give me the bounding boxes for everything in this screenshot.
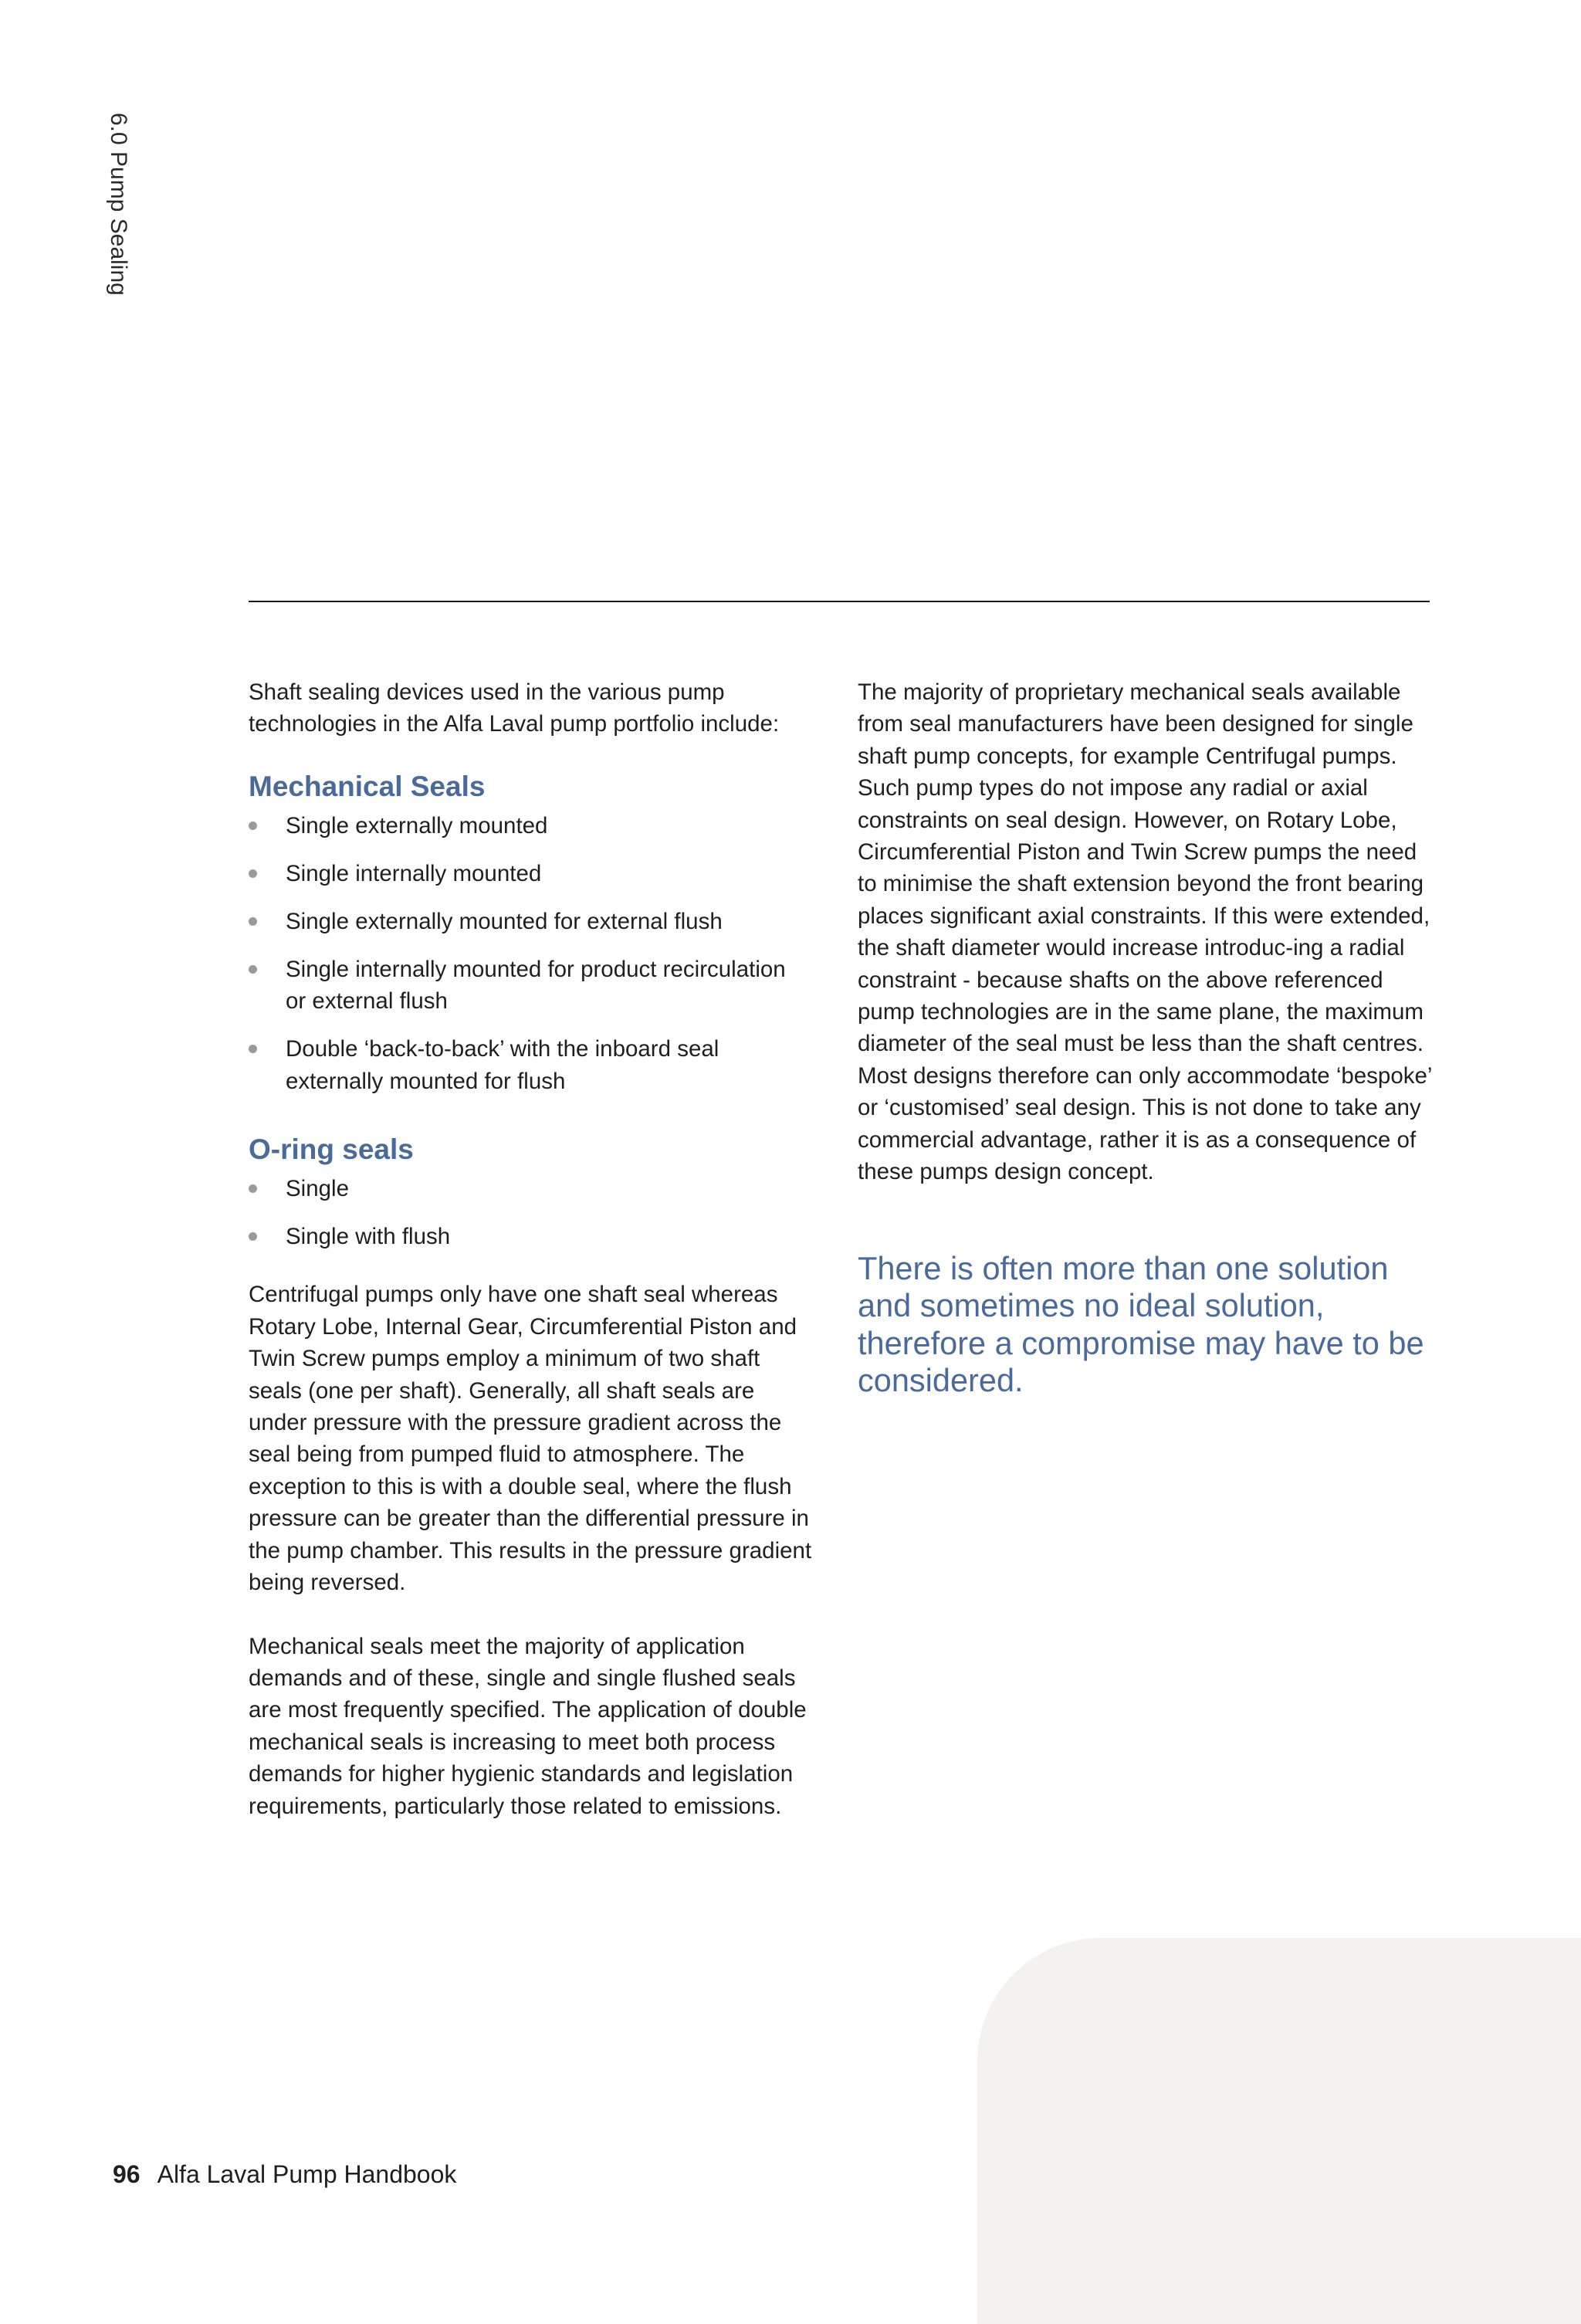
page-number: 96 [113,2160,140,2188]
list-item [249,954,812,1018]
mechanical-seals-heading: Mechanical Seals [249,770,486,802]
list-item [249,810,812,842]
list-item-text: Single with flush [286,1224,451,1250]
list-item-text: Single externally mounted [286,812,548,838]
corner-decoration [977,1938,1581,2324]
list-item [249,1173,812,1204]
bullet-icon [249,822,257,830]
bullet-icon [249,1045,257,1053]
bullet-icon [249,1232,257,1241]
list-item-text: Double ‘back-to-back’ with the inboard seal externally mounted for flush [286,1036,719,1094]
list-item-text: Single [286,1176,350,1202]
list-item [249,858,812,889]
centrifugal-paragraph: Centrifugal pumps only have one shaft seal whereas Rotary Lobe, Internal Gear, Circumferential Piston and Twin Screw pumps employ a minimum of two shaft seals (one per shaft). Generally, all shaft seals are under pressure with the pressure gradient across the seal being from pumped fluid to atmosphere. The exception to this is with a double seal, where the flush pressure can be greater than the differential pressure in the pump chamber. This results in the pressure gradient being reversed. [249,1282,812,1596]
list-item-text: Single externally mounted for external flush [286,908,723,934]
book-title: Alfa Laval Pump Handbook [157,2160,457,2188]
right-column [858,676,1433,1400]
mechanical-seals-paragraph: Mechanical seals meet the majority of application demands and of these, single and single flushed seals are most frequently specified. The application of double mechanical seals is increasing to meet both process demands for higher hygienic standards and legislation requirements, particularly those related to emissions. [249,1633,807,1819]
intro-paragraph: Shaft sealing devices used in the various pump technologies in the Alfa Laval pump portfolio include: [249,679,780,737]
list-item [249,1221,812,1252]
section-label: 6.0 Pump Sealing [106,113,131,296]
list-item [249,1033,812,1097]
list-item-text: Single internally mounted for product recirculation or external flush [286,956,786,1015]
list-item [249,906,812,937]
mechanical-seals-list [249,810,812,1097]
bullet-icon [249,869,257,878]
left-column [249,676,812,1822]
o-ring-seals-list [249,1173,812,1252]
callout-quote: There is often more than one solution and sometimes no ideal solution, therefore a compromise may have to be considered. [858,1249,1424,1398]
header-rule [249,601,1430,602]
bullet-icon [249,1184,257,1193]
page-footer [113,2160,456,2189]
o-ring-seals-heading: O-ring seals [249,1133,414,1166]
list-item-text: Single internally mounted [286,860,542,886]
bullet-icon [249,917,257,926]
proprietary-seals-paragraph: The majority of proprietary mechanical seals available from seal manufacturers have been designed for single shaft pump concepts, for example Centrifugal pumps. Such pump types do not impose any radial or axial constraints on seal design. However, on Rotary Lobe, Circumferential Piston and Twin Screw pumps the need to minimise the shaft extension beyond the front bearing places significant axial constraints. If this were extended, the shaft diameter would increase introduc-ing a radial constraint - because shafts on the above referenced pump technologies are in the same plane, the maximum diameter of the seal must be less than the shaft centres. Most designs therefore can only accommodate ‘bespoke’ or ‘customised’ seal design. This is not done to take any commercial advantage, rather it is as a consequence of these pumps design concept. [858,679,1432,1185]
bullet-icon [249,965,257,974]
